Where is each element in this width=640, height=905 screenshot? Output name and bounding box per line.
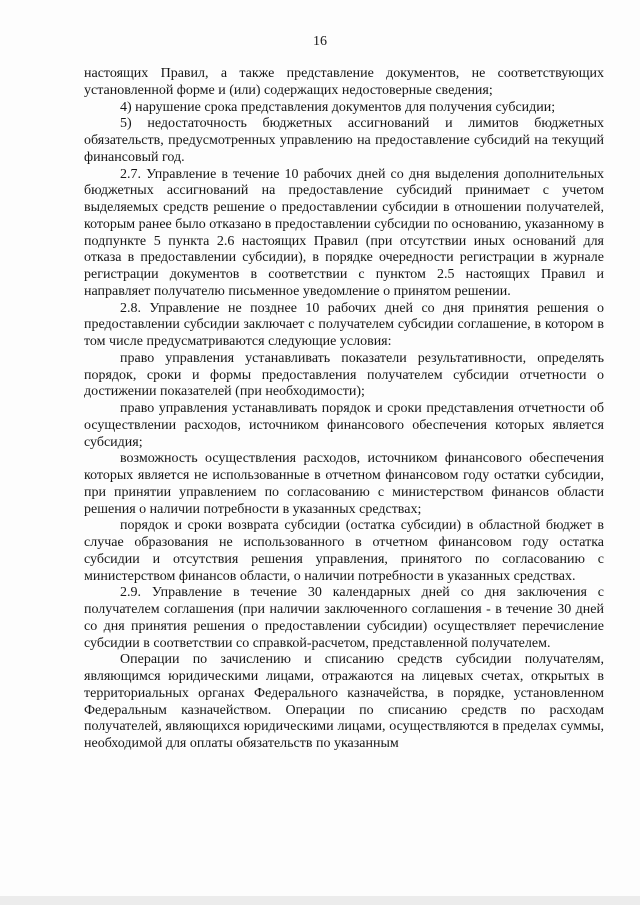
paragraph-2-8: 2.8. Управление не позднее 10 рабочих дней со дня принятия решения о предоставлении субсидии заключает с получателем субсидии соглашение, в котором в том числе предусматриваются следующие условия: <box>84 300 604 349</box>
document-body <box>84 66 604 753</box>
page-number: 16 <box>313 34 327 49</box>
paragraph-2-7: 2.7. Управление в течение 10 рабочих дней со дня выделения дополнительных бюджетных ассигнований на предоставление субсидий принимает с учетом выделяемых средств решение о предоставлении субсидии в отношении получателей, которым ранее было отказано в предоставлении субсидии по основанию, указанному в подпункте 5 пункта 2.6 настоящих Правил (при отсутствии иных оснований для отказа в предоставлении субсидии), в порядке очередности регистрации в журнале регистрации документов в соответствии с пунктом 2.5 настоящих Правил и направляет получателю письменное уведомление о принятом решении. <box>84 166 604 299</box>
paragraph-item-5: 5) недостаточность бюджетных ассигнований и лимитов бюджетных обязательств, предусмотренных управлению на предоставление субсидий на текущий финансовый год. <box>84 116 604 165</box>
paragraph-item-4: 4) нарушение срока представления документов для получения субсидии; <box>120 99 556 115</box>
scan-bottom-edge <box>0 896 640 905</box>
paragraph-continuation: настоящих Правил, а также представление документов, не соответствующих установленной форме и (или) содержащих недостоверные сведения; <box>84 66 604 98</box>
condition-reporting: право управления устанавливать порядок и сроки представления отчетности об осуществлении расходов, источником финансового обеспечения которых является субсидия; <box>84 401 604 450</box>
condition-return: порядок и сроки возврата субсидии (остатка субсидии) в областной бюджет в случае образования не использованного в отчетном финансовом году остатка субсидии и отсутствия решения управления, принятого по согласованию с министерством финансов области, о наличии потребности в указанных средствах. <box>84 518 604 584</box>
paragraph-2-9: 2.9. Управление в течение 30 календарных дней со дня заключения с получателем соглашения (при наличии заключенного соглашения - в течение 30 дней со дня принятия решения о предоставлении субсидии) осуществляет перечисление субсидии в соответствии со справкой-расчетом, представленной получателем. <box>84 585 604 651</box>
paragraph-operations: Операции по зачислению и списанию средств субсидии получателям, являющимся юридическими лицами, отражаются на лицевых счетах, открытых в территориальных органах Федерального казначейства, в порядке, установленном Федеральным казначейством. Операции по списанию средств по расходам получателей, являющихся юридическими лицами, осуществляются в пределах суммы, необходимой для оплаты обязательств по указанным <box>84 652 604 751</box>
condition-remaining-funds: возможность осуществления расходов, источником финансового обеспечения которых является не использованные в отчетном финансовом году остатки субсидии, при принятии управлением по согласованию с министерством финансов области решения о наличии потребности в указанных средствах; <box>84 451 604 517</box>
condition-indicators: право управления устанавливать показатели результативности, определять порядок, сроки и формы предоставления получателем субсидии отчетности о достижении показателей (при необходимости); <box>84 350 604 400</box>
